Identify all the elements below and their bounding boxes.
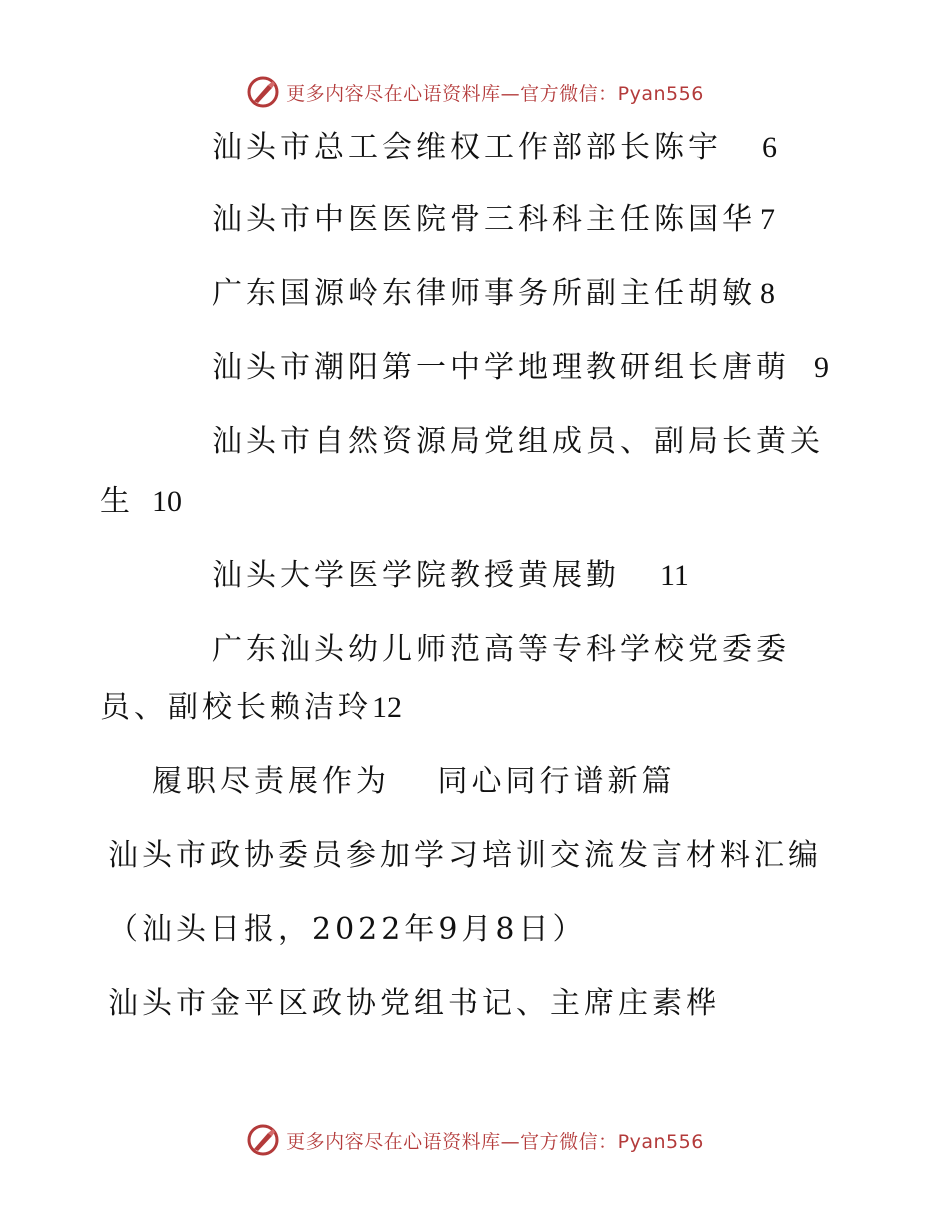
toc-page: 9	[814, 351, 829, 384]
toc-entry-7-line2	[100, 688, 402, 728]
toc-page: 7	[760, 203, 775, 236]
toc-entry-7-line1	[212, 630, 790, 670]
toc-entry-6	[212, 556, 689, 596]
toc-page: 8	[760, 277, 775, 310]
toc-title: 汕头市中医医院骨三科科主任陈国华	[212, 202, 756, 237]
toc-title: 广东国源岭东律师事务所副主任胡敏	[212, 276, 756, 311]
pen-logo-icon	[246, 1123, 280, 1157]
toc-title-continued: 生	[100, 484, 134, 519]
toc-title-continued: 员、副校长赖洁玲	[100, 690, 372, 725]
toc-entry-5-line1	[212, 422, 824, 462]
toc-title: 汕头市自然资源局党组成员、副局长黄关	[212, 424, 824, 459]
toc-entry-1	[212, 128, 777, 168]
toc-page: 6	[762, 131, 777, 164]
source-line: （汕头日报，2022年9月8日）	[108, 912, 587, 947]
pen-logo-icon	[246, 75, 280, 109]
toc-page: 12	[372, 691, 402, 724]
toc-page: 11	[660, 559, 689, 592]
toc-entry-2	[212, 200, 775, 240]
toc-entry-4	[212, 348, 829, 388]
author-line: 汕头市金平区政协党组书记、主席庄素桦	[108, 986, 720, 1021]
section-heading: 履职尽责展作为 同心同行谱新篇	[152, 764, 676, 799]
toc-page: 10	[152, 485, 182, 518]
watermark-text: 更多内容尽在心语资料库—官方微信：Pyan556	[286, 82, 704, 105]
toc-title: 汕头大学医学院教授黄展勤	[212, 558, 620, 593]
watermark-footer	[0, 1120, 950, 1160]
toc-title: 汕头市总工会维权工作部部长陈宇	[212, 130, 722, 165]
watermark-header	[0, 72, 950, 112]
toc-entry-5-line2	[100, 482, 182, 522]
watermark-text: 更多内容尽在心语资料库—官方微信：Pyan556	[286, 1130, 704, 1153]
toc-title: 汕头市潮阳第一中学地理教研组长唐萌	[212, 350, 790, 385]
toc-title: 广东汕头幼儿师范高等专科学校党委委	[212, 632, 790, 667]
section-subheading: 汕头市政协委员参加学习培训交流发言材料汇编	[108, 838, 822, 873]
toc-entry-3	[212, 274, 775, 314]
